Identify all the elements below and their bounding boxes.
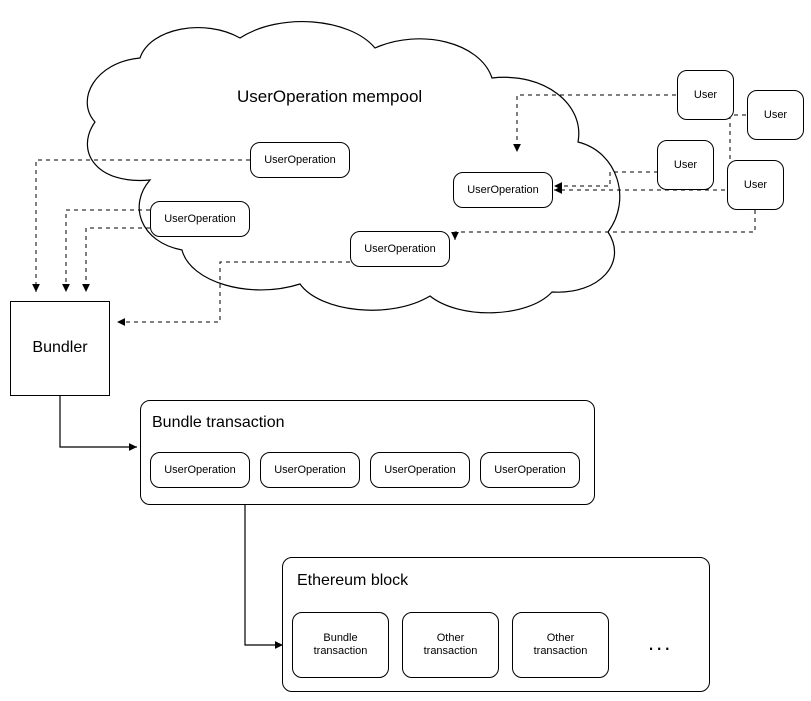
- bundle-userop-2-label: UserOperation: [274, 463, 346, 476]
- bundler-node[interactable]: [10, 301, 110, 396]
- bundle-userop-2[interactable]: [260, 452, 360, 488]
- bundle-userop-3-label: UserOperation: [384, 463, 456, 476]
- mempool-cloud-shape: [87, 22, 620, 313]
- user-3[interactable]: [657, 140, 714, 190]
- ethereum-block-title: Ethereum block: [297, 572, 409, 589]
- mempool-userop-4[interactable]: [350, 231, 450, 267]
- bundle-userop-3[interactable]: [370, 452, 470, 488]
- mempool-userop-3-label: UserOperation: [164, 212, 236, 225]
- user-2[interactable]: [747, 90, 804, 140]
- mempool-title: UserOperation mempool: [237, 87, 423, 106]
- mempool-userop-4-label: UserOperation: [364, 242, 436, 255]
- bundle-userop-1[interactable]: [150, 452, 250, 488]
- block-item-other-transaction-1-line1: Other: [436, 632, 465, 645]
- block-item-bundle-transaction-line2: transaction: [313, 645, 368, 657]
- user-1[interactable]: [677, 70, 734, 120]
- bundle-userop-1-label: UserOperation: [164, 463, 236, 476]
- bundle-userop-4[interactable]: [480, 452, 580, 488]
- mempool-userop-2-label: UserOperation: [467, 183, 539, 196]
- bundle-transaction-title: Bundle transaction: [152, 414, 285, 431]
- mempool-userop-1-label: UserOperation: [264, 153, 336, 166]
- block-item-bundle-transaction-line1: Bundle: [323, 632, 358, 645]
- bundler-label: Bundler: [32, 339, 88, 357]
- block-item-other-transaction-2[interactable]: [512, 612, 609, 678]
- block-item-other-transaction-2-line2: transaction: [533, 645, 588, 657]
- block-item-other-transaction-1[interactable]: [402, 612, 499, 678]
- block-item-other-transaction-2-line1: Other: [546, 632, 575, 645]
- user-4-label: User: [743, 178, 768, 191]
- mempool-userop-3[interactable]: [150, 201, 250, 237]
- user-1-label: User: [693, 88, 718, 101]
- mempool-userop-2[interactable]: [453, 172, 553, 208]
- user-2-label: User: [763, 108, 788, 121]
- mempool-userop-1[interactable]: [250, 142, 350, 178]
- block-more-ellipsis: ...: [648, 630, 673, 655]
- block-item-bundle-transaction[interactable]: [292, 612, 389, 678]
- block-item-other-transaction-1-line2: transaction: [423, 645, 478, 657]
- bundle-userop-4-label: UserOperation: [494, 463, 566, 476]
- user-4[interactable]: [727, 160, 784, 210]
- user-3-label: User: [673, 158, 698, 171]
